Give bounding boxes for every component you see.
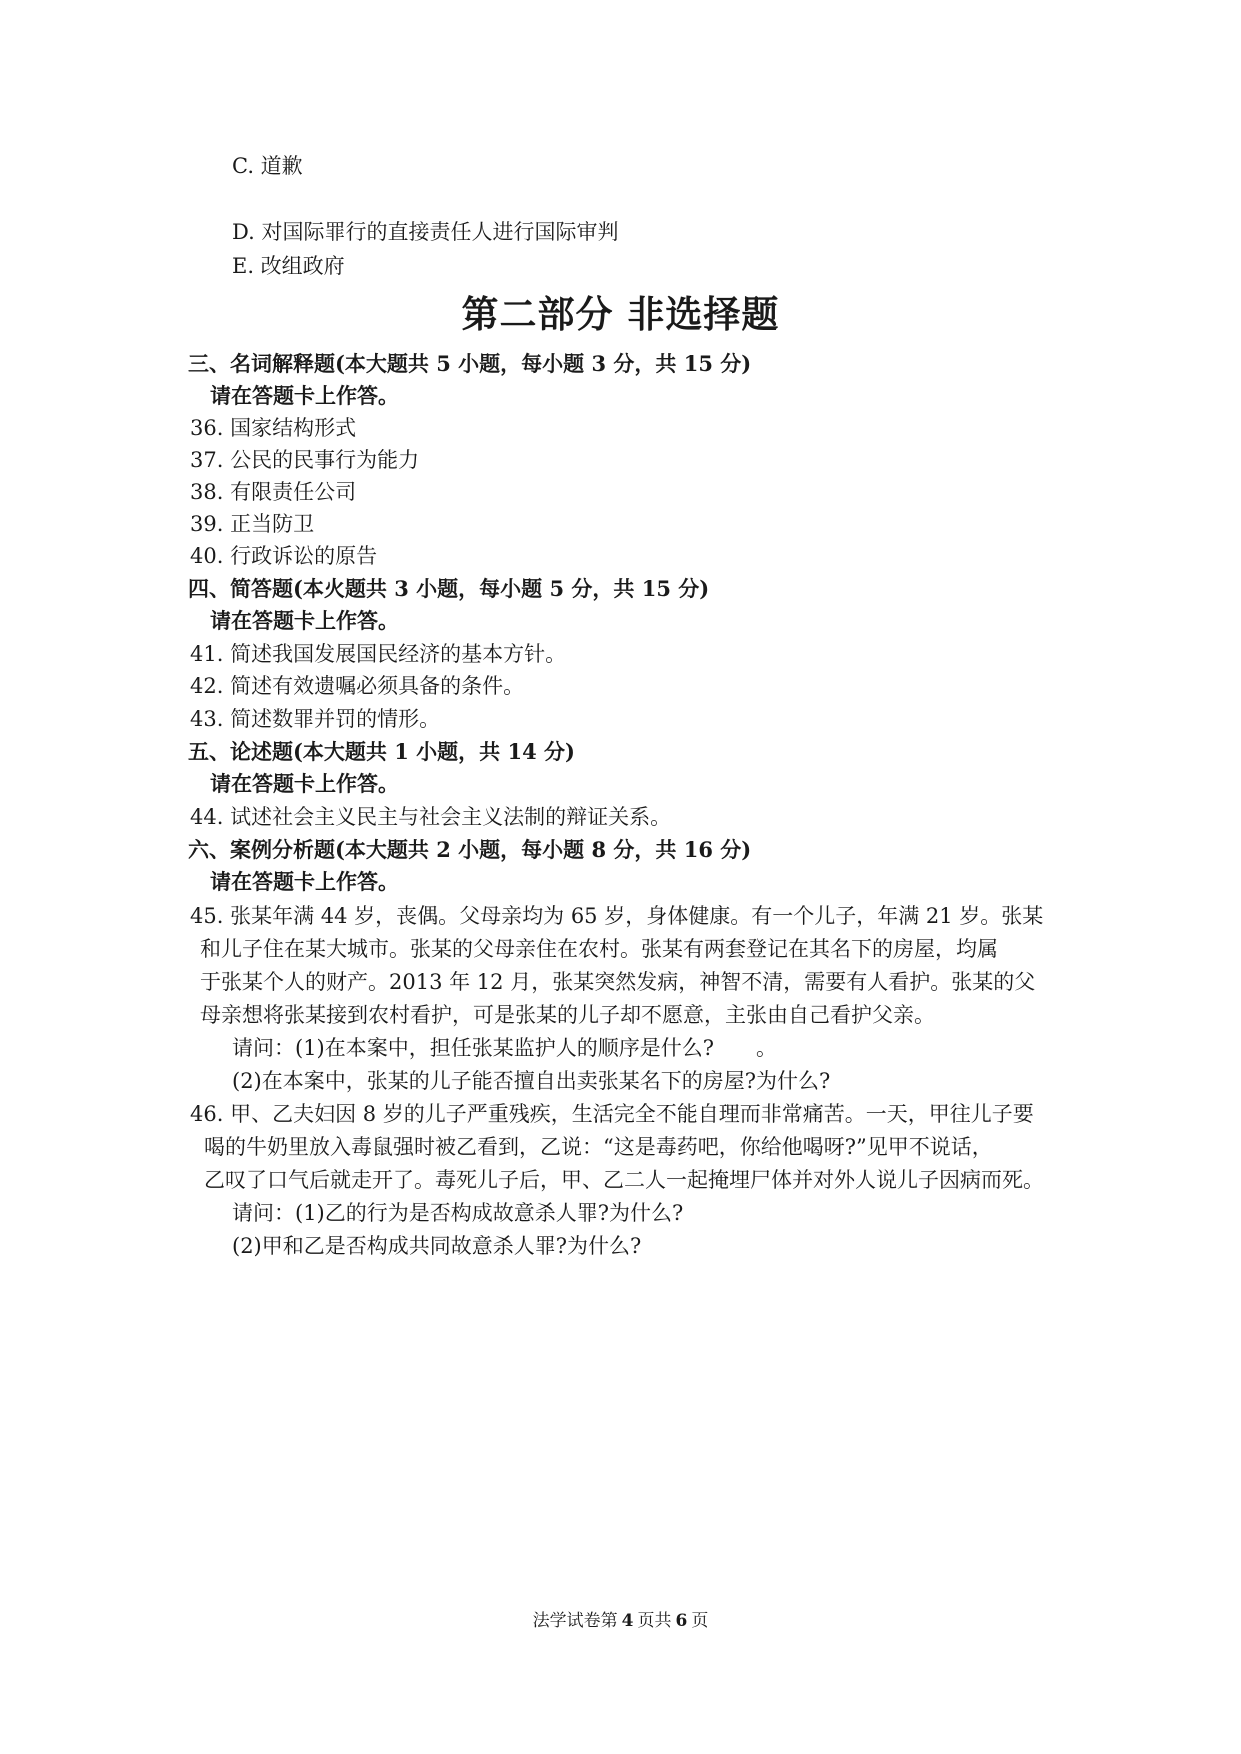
question-41: 41. 简述我国发展国民经济的基本方针。: [190, 642, 567, 666]
case-46-question-1: 请问：(1)乙的行为是否构成故意杀人罪?为什么?: [232, 1201, 684, 1225]
question-36: 36. 国家结构形式: [190, 416, 357, 440]
case-45-line-2: 和儿子住在某大城市。张某的父母亲住在农村。张某有两套登记在其名下的房屋，均属: [200, 937, 998, 961]
question-38: 38. 有限责任公司: [190, 480, 357, 504]
section-6-note: 请在答题卡上作答。: [210, 869, 399, 894]
case-45-line-1: 45. 张某年满 44 岁，丧偶。父母亲均为 65 岁，身体健康。有一个儿子，年满 21 岁。张某: [190, 904, 1044, 928]
option-d: D. 对国际罪行的直接责任人进行国际审判: [232, 220, 619, 244]
question-37: 37. 公民的民事行为能力: [190, 448, 420, 472]
case-46-line-2: 喝的牛奶里放入毒鼠强时被乙看到，乙说：“这是毒药吧，你给他喝呀?”见甲不说话，: [204, 1135, 993, 1159]
option-c: C. 道歉: [232, 154, 303, 178]
footer-prefix: 法学试卷第: [532, 1611, 618, 1631]
section-3-note: 请在答题卡上作答。: [210, 383, 399, 408]
footer-page-number: 4: [621, 1611, 634, 1631]
case-45-question-1: 请问：(1)在本案中，担任张某监护人的顺序是什么? 。: [232, 1036, 778, 1060]
page-footer: [0, 1609, 1241, 1633]
case-45-question-2: (2)在本案中，张某的儿子能否擅自出卖张某名下的房屋?为什么?: [232, 1069, 831, 1093]
question-40: 40. 行政诉讼的原告: [190, 544, 378, 568]
case-46-question-2: (2)甲和乙是否构成共同故意杀人罪?为什么?: [232, 1234, 642, 1258]
case-45-line-4: 母亲想将张某接到农村看护，可是张某的儿子却不愿意，主张由自己看护父亲。: [200, 1003, 935, 1027]
case-46-line-3: 乙叹了口气后就走开了。毒死儿子后，甲、乙二人一起掩埋尸体并对外人说儿子因病而死。: [204, 1168, 1044, 1192]
section-4-note: 请在答题卡上作答。: [210, 608, 399, 633]
question-44: 44. 试述社会主义民主与社会主义法制的辩证关系。: [190, 805, 672, 829]
footer-total-pages: 6: [675, 1611, 688, 1631]
footer-middle: 页共: [637, 1611, 672, 1631]
part-title: 第二部分 非选择题: [461, 293, 780, 336]
case-46-line-1: 46. 甲、乙夫妇因 8 岁的儿子严重残疾，生活完全不能自理而非常痛苦。一天，甲往儿子要: [190, 1102, 1034, 1126]
case-45-line-3: 于张某个人的财产。2013 年 12 月，张某突然发病，神智不清，需要有人看护。张某的父: [200, 970, 1036, 994]
footer-suffix: 页: [691, 1611, 709, 1631]
question-43: 43. 简述数罪并罚的情形。: [190, 707, 441, 731]
section-4-heading: 四、简答题(本火题共 3 小题，每小题 5 分，共 15 分): [188, 576, 710, 601]
question-39: 39. 正当防卫: [190, 512, 315, 536]
section-6-heading: 六、案例分析题(本大题共 2 小题，每小题 8 分，共 16 分): [188, 837, 752, 862]
question-42: 42. 简述有效遗嘱必须具备的条件。: [190, 674, 525, 698]
section-5-heading: 五、论述题(本大题共 1 小题，共 14 分): [188, 739, 575, 764]
section-3-heading: 三、名词解释题(本大题共 5 小题，每小题 3 分，共 15 分): [188, 351, 752, 376]
option-e: E. 改组政府: [232, 254, 345, 278]
section-5-note: 请在答题卡上作答。: [210, 771, 399, 796]
